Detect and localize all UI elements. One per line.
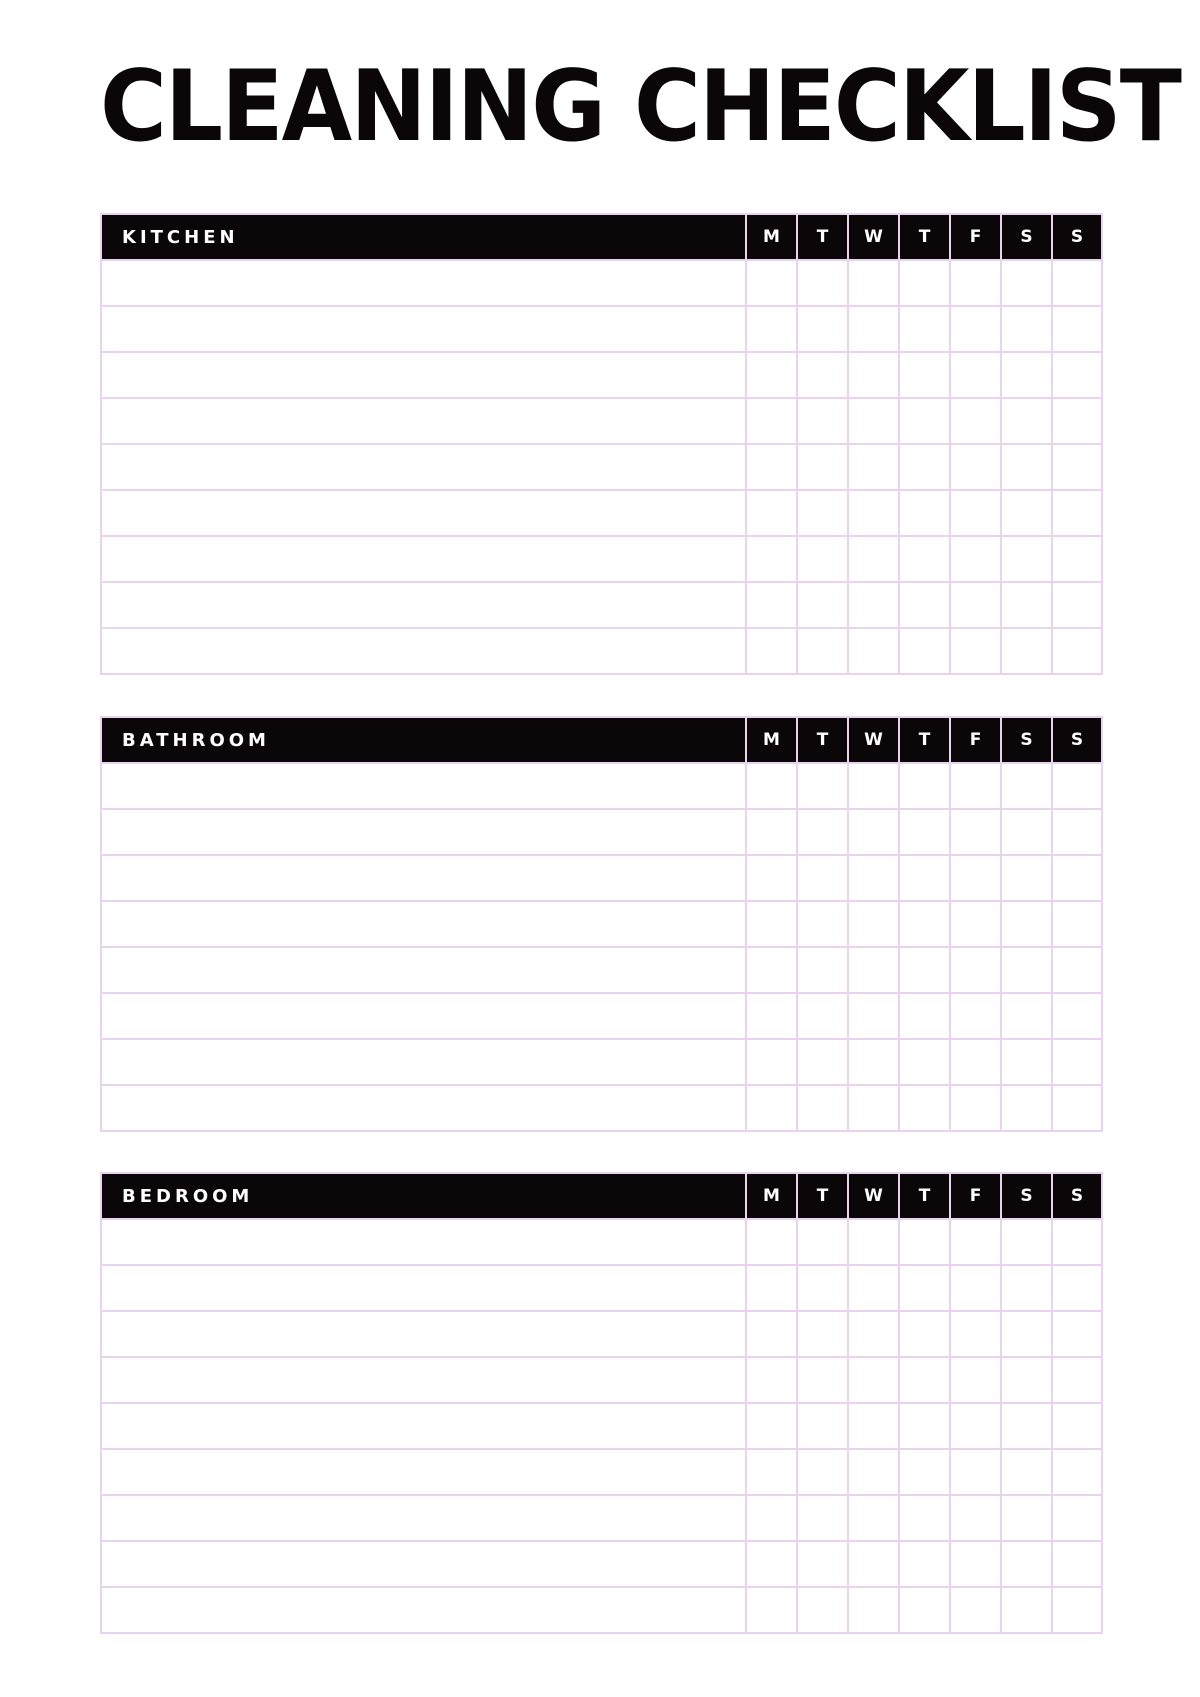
day-checkbox[interactable] <box>898 1086 949 1130</box>
task-row <box>102 808 1101 854</box>
task-field[interactable] <box>102 1220 745 1264</box>
task-field[interactable] <box>102 810 745 854</box>
task-row <box>102 535 1101 581</box>
task-row <box>102 946 1101 992</box>
day-checkbox[interactable] <box>1000 445 1051 489</box>
day-header: T <box>898 718 949 762</box>
day-header: F <box>949 1174 1000 1218</box>
task-field[interactable] <box>102 629 745 673</box>
task-field[interactable] <box>102 1266 745 1310</box>
day-checkbox[interactable] <box>796 353 847 397</box>
day-checkbox[interactable] <box>847 1358 898 1402</box>
task-field[interactable] <box>102 261 745 305</box>
day-checkbox[interactable] <box>949 994 1000 1038</box>
day-checkbox[interactable] <box>745 1312 796 1356</box>
day-header: M <box>745 718 796 762</box>
task-field[interactable] <box>102 353 745 397</box>
day-checkbox[interactable] <box>898 948 949 992</box>
day-checkbox[interactable] <box>745 629 796 673</box>
task-field[interactable] <box>102 445 745 489</box>
task-field[interactable] <box>102 1588 745 1632</box>
day-checkbox[interactable] <box>898 1266 949 1310</box>
day-checkbox[interactable] <box>1051 1450 1101 1494</box>
day-checkbox[interactable] <box>1000 1450 1051 1494</box>
day-checkbox[interactable] <box>1000 948 1051 992</box>
day-checkbox[interactable] <box>1051 1040 1101 1084</box>
day-checkbox[interactable] <box>796 810 847 854</box>
day-checkbox[interactable] <box>949 856 1000 900</box>
day-checkbox[interactable] <box>949 764 1000 808</box>
day-checkbox[interactable] <box>1051 583 1101 627</box>
day-checkbox[interactable] <box>1051 1266 1101 1310</box>
day-checkbox[interactable] <box>745 1404 796 1448</box>
day-checkbox[interactable] <box>1000 1404 1051 1448</box>
day-checkbox[interactable] <box>745 445 796 489</box>
day-checkbox[interactable] <box>898 1358 949 1402</box>
day-checkbox[interactable] <box>847 1404 898 1448</box>
day-checkbox[interactable] <box>1000 1588 1051 1632</box>
day-checkbox[interactable] <box>1051 856 1101 900</box>
day-checkbox[interactable] <box>1051 1404 1101 1448</box>
day-checkbox[interactable] <box>745 399 796 443</box>
day-checkbox[interactable] <box>1051 810 1101 854</box>
day-checkbox[interactable] <box>1051 537 1101 581</box>
day-checkbox[interactable] <box>745 1086 796 1130</box>
section-title: KITCHEN <box>102 215 745 259</box>
day-checkbox[interactable] <box>796 994 847 1038</box>
task-row <box>102 1310 1101 1356</box>
day-checkbox[interactable] <box>1051 445 1101 489</box>
day-checkbox[interactable] <box>898 353 949 397</box>
day-checkbox[interactable] <box>847 1496 898 1540</box>
day-checkbox[interactable] <box>898 1588 949 1632</box>
day-checkbox[interactable] <box>1051 764 1101 808</box>
day-header: W <box>847 215 898 259</box>
day-checkbox[interactable] <box>796 537 847 581</box>
day-checkbox[interactable] <box>847 902 898 946</box>
day-checkbox[interactable] <box>745 1358 796 1402</box>
day-checkbox[interactable] <box>898 399 949 443</box>
day-checkbox[interactable] <box>898 856 949 900</box>
day-checkbox[interactable] <box>796 1220 847 1264</box>
day-header: S <box>1000 718 1051 762</box>
day-header: F <box>949 215 1000 259</box>
day-checkbox[interactable] <box>949 1040 1000 1084</box>
day-checkbox[interactable] <box>1000 583 1051 627</box>
day-header: S <box>1051 1174 1101 1218</box>
day-header: W <box>847 718 898 762</box>
day-checkbox[interactable] <box>1051 1358 1101 1402</box>
day-checkbox[interactable] <box>898 994 949 1038</box>
day-checkbox[interactable] <box>847 307 898 351</box>
section-header <box>102 718 1101 762</box>
day-checkbox[interactable] <box>796 1312 847 1356</box>
task-row <box>102 1540 1101 1586</box>
task-field[interactable] <box>102 307 745 351</box>
task-row <box>102 397 1101 443</box>
task-field[interactable] <box>102 1404 745 1448</box>
day-checkbox[interactable] <box>796 1496 847 1540</box>
day-checkbox[interactable] <box>949 1542 1000 1586</box>
day-checkbox[interactable] <box>1051 902 1101 946</box>
task-field[interactable] <box>102 1358 745 1402</box>
day-checkbox[interactable] <box>1000 1086 1051 1130</box>
checklist-section-kitchen <box>100 213 1103 675</box>
day-checkbox[interactable] <box>1000 1358 1051 1402</box>
day-checkbox[interactable] <box>1051 1588 1101 1632</box>
day-checkbox[interactable] <box>949 948 1000 992</box>
day-checkbox[interactable] <box>796 764 847 808</box>
day-checkbox[interactable] <box>949 1588 1000 1632</box>
task-row <box>102 1402 1101 1448</box>
day-checkbox[interactable] <box>1000 902 1051 946</box>
task-field[interactable] <box>102 1496 745 1540</box>
day-checkbox[interactable] <box>898 1496 949 1540</box>
day-checkbox[interactable] <box>847 1312 898 1356</box>
day-checkbox[interactable] <box>1051 948 1101 992</box>
day-checkbox[interactable] <box>898 583 949 627</box>
day-checkbox[interactable] <box>1000 994 1051 1038</box>
task-field[interactable] <box>102 948 745 992</box>
day-checkbox[interactable] <box>1000 1312 1051 1356</box>
day-checkbox[interactable] <box>898 810 949 854</box>
day-checkbox[interactable] <box>1051 1086 1101 1130</box>
day-checkbox[interactable] <box>949 1220 1000 1264</box>
day-checkbox[interactable] <box>1051 1312 1101 1356</box>
day-checkbox[interactable] <box>898 1404 949 1448</box>
day-checkbox[interactable] <box>1051 1220 1101 1264</box>
day-header: T <box>898 215 949 259</box>
day-checkbox[interactable] <box>847 994 898 1038</box>
task-row <box>102 900 1101 946</box>
day-checkbox[interactable] <box>898 1450 949 1494</box>
day-checkbox[interactable] <box>949 1450 1000 1494</box>
day-checkbox[interactable] <box>1000 629 1051 673</box>
checklist-section-bathroom <box>100 716 1103 1132</box>
day-header: T <box>796 718 847 762</box>
day-checkbox[interactable] <box>847 948 898 992</box>
day-checkbox[interactable] <box>745 994 796 1038</box>
task-field[interactable] <box>102 1450 745 1494</box>
day-checkbox[interactable] <box>847 583 898 627</box>
day-checkbox[interactable] <box>1000 1266 1051 1310</box>
day-header: S <box>1000 215 1051 259</box>
day-checkbox[interactable] <box>1051 261 1101 305</box>
day-header: F <box>949 718 1000 762</box>
day-checkbox[interactable] <box>745 764 796 808</box>
day-checkbox[interactable] <box>745 902 796 946</box>
day-checkbox[interactable] <box>847 810 898 854</box>
day-checkbox[interactable] <box>949 902 1000 946</box>
task-field[interactable] <box>102 1542 745 1586</box>
day-checkbox[interactable] <box>1051 994 1101 1038</box>
day-checkbox[interactable] <box>847 537 898 581</box>
task-row <box>102 1356 1101 1402</box>
task-field[interactable] <box>102 1040 745 1084</box>
task-row <box>102 762 1101 808</box>
day-checkbox[interactable] <box>796 1450 847 1494</box>
day-checkbox[interactable] <box>1000 1496 1051 1540</box>
task-row <box>102 489 1101 535</box>
day-checkbox[interactable] <box>796 1266 847 1310</box>
day-checkbox[interactable] <box>898 491 949 535</box>
day-checkbox[interactable] <box>796 1542 847 1586</box>
day-checkbox[interactable] <box>847 1086 898 1130</box>
task-row <box>102 627 1101 673</box>
day-checkbox[interactable] <box>949 445 1000 489</box>
day-checkbox[interactable] <box>745 1220 796 1264</box>
day-checkbox[interactable] <box>949 810 1000 854</box>
page-title: CLEANING CHECKLIST <box>100 50 1181 164</box>
day-header: S <box>1000 1174 1051 1218</box>
task-row <box>102 1494 1101 1540</box>
day-checkbox[interactable] <box>1051 1496 1101 1540</box>
day-checkbox[interactable] <box>1000 1220 1051 1264</box>
day-checkbox[interactable] <box>847 856 898 900</box>
task-row <box>102 1448 1101 1494</box>
day-checkbox[interactable] <box>898 307 949 351</box>
day-checkbox[interactable] <box>745 1588 796 1632</box>
day-checkbox[interactable] <box>796 948 847 992</box>
day-header: M <box>745 1174 796 1218</box>
day-checkbox[interactable] <box>949 1312 1000 1356</box>
day-checkbox[interactable] <box>796 445 847 489</box>
day-checkbox[interactable] <box>1000 1040 1051 1084</box>
day-checkbox[interactable] <box>847 1450 898 1494</box>
day-checkbox[interactable] <box>1051 491 1101 535</box>
day-checkbox[interactable] <box>745 307 796 351</box>
checklist-section-bedroom <box>100 1172 1103 1634</box>
day-checkbox[interactable] <box>847 261 898 305</box>
day-checkbox[interactable] <box>847 764 898 808</box>
section-title: BATHROOM <box>102 718 745 762</box>
day-checkbox[interactable] <box>847 1220 898 1264</box>
day-checkbox[interactable] <box>949 1266 1000 1310</box>
task-row <box>102 581 1101 627</box>
day-checkbox[interactable] <box>949 537 1000 581</box>
task-row <box>102 443 1101 489</box>
task-row <box>102 1586 1101 1632</box>
day-header: S <box>1051 215 1101 259</box>
day-header: T <box>796 215 847 259</box>
day-checkbox[interactable] <box>745 537 796 581</box>
day-checkbox[interactable] <box>1000 261 1051 305</box>
day-header: M <box>745 215 796 259</box>
day-checkbox[interactable] <box>847 1040 898 1084</box>
day-checkbox[interactable] <box>1051 629 1101 673</box>
day-checkbox[interactable] <box>949 1086 1000 1130</box>
day-checkbox[interactable] <box>949 583 1000 627</box>
day-checkbox[interactable] <box>898 1220 949 1264</box>
day-checkbox[interactable] <box>796 491 847 535</box>
day-checkbox[interactable] <box>847 1542 898 1586</box>
day-checkbox[interactable] <box>1000 1542 1051 1586</box>
day-checkbox[interactable] <box>796 1404 847 1448</box>
day-checkbox[interactable] <box>898 902 949 946</box>
day-checkbox[interactable] <box>898 445 949 489</box>
day-checkbox[interactable] <box>1000 856 1051 900</box>
day-checkbox[interactable] <box>898 1542 949 1586</box>
day-checkbox[interactable] <box>898 764 949 808</box>
day-checkbox[interactable] <box>1000 353 1051 397</box>
day-checkbox[interactable] <box>796 1358 847 1402</box>
day-checkbox[interactable] <box>847 629 898 673</box>
day-checkbox[interactable] <box>949 307 1000 351</box>
day-checkbox[interactable] <box>1000 307 1051 351</box>
day-checkbox[interactable] <box>1051 1542 1101 1586</box>
day-checkbox[interactable] <box>745 1450 796 1494</box>
day-header: T <box>898 1174 949 1218</box>
day-checkbox[interactable] <box>1051 399 1101 443</box>
day-checkbox[interactable] <box>898 537 949 581</box>
day-checkbox[interactable] <box>745 353 796 397</box>
day-checkbox[interactable] <box>796 902 847 946</box>
task-field[interactable] <box>102 902 745 946</box>
day-checkbox[interactable] <box>847 1266 898 1310</box>
day-checkbox[interactable] <box>796 307 847 351</box>
day-header: T <box>796 1174 847 1218</box>
task-field[interactable] <box>102 1086 745 1130</box>
day-checkbox[interactable] <box>1000 810 1051 854</box>
task-field[interactable] <box>102 491 745 535</box>
day-checkbox[interactable] <box>847 1588 898 1632</box>
day-checkbox[interactable] <box>898 261 949 305</box>
day-checkbox[interactable] <box>796 1086 847 1130</box>
task-field[interactable] <box>102 994 745 1038</box>
day-checkbox[interactable] <box>745 583 796 627</box>
day-checkbox[interactable] <box>949 491 1000 535</box>
day-checkbox[interactable] <box>1051 353 1101 397</box>
day-checkbox[interactable] <box>847 445 898 489</box>
task-row <box>102 1038 1101 1084</box>
section-header <box>102 215 1101 259</box>
day-header: W <box>847 1174 898 1218</box>
day-checkbox[interactable] <box>898 629 949 673</box>
day-checkbox[interactable] <box>847 491 898 535</box>
task-row <box>102 351 1101 397</box>
section-title: BEDROOM <box>102 1174 745 1218</box>
day-checkbox[interactable] <box>745 1040 796 1084</box>
day-checkbox[interactable] <box>745 491 796 535</box>
day-checkbox[interactable] <box>847 353 898 397</box>
task-row <box>102 854 1101 900</box>
task-field[interactable] <box>102 1312 745 1356</box>
day-checkbox[interactable] <box>1000 537 1051 581</box>
task-row <box>102 305 1101 351</box>
day-checkbox[interactable] <box>847 399 898 443</box>
day-checkbox[interactable] <box>796 629 847 673</box>
day-checkbox[interactable] <box>949 1404 1000 1448</box>
day-checkbox[interactable] <box>745 810 796 854</box>
task-field[interactable] <box>102 537 745 581</box>
day-checkbox[interactable] <box>745 1542 796 1586</box>
task-field[interactable] <box>102 856 745 900</box>
day-checkbox[interactable] <box>1000 491 1051 535</box>
day-checkbox[interactable] <box>949 1496 1000 1540</box>
day-checkbox[interactable] <box>949 261 1000 305</box>
day-checkbox[interactable] <box>796 856 847 900</box>
day-checkbox[interactable] <box>796 261 847 305</box>
day-header: S <box>1051 718 1101 762</box>
day-checkbox[interactable] <box>796 1040 847 1084</box>
day-checkbox[interactable] <box>1051 307 1101 351</box>
day-checkbox[interactable] <box>949 1358 1000 1402</box>
task-row <box>102 1084 1101 1130</box>
day-checkbox[interactable] <box>1000 399 1051 443</box>
task-row <box>102 259 1101 305</box>
task-field[interactable] <box>102 399 745 443</box>
day-checkbox[interactable] <box>949 353 1000 397</box>
task-row <box>102 992 1101 1038</box>
day-checkbox[interactable] <box>745 948 796 992</box>
day-checkbox[interactable] <box>745 261 796 305</box>
day-checkbox[interactable] <box>796 583 847 627</box>
task-row <box>102 1218 1101 1264</box>
day-checkbox[interactable] <box>898 1312 949 1356</box>
task-field[interactable] <box>102 583 745 627</box>
day-checkbox[interactable] <box>745 1266 796 1310</box>
day-checkbox[interactable] <box>745 856 796 900</box>
task-field[interactable] <box>102 764 745 808</box>
day-checkbox[interactable] <box>796 399 847 443</box>
task-row <box>102 1264 1101 1310</box>
day-checkbox[interactable] <box>949 399 1000 443</box>
day-checkbox[interactable] <box>796 1588 847 1632</box>
day-checkbox[interactable] <box>1000 764 1051 808</box>
day-checkbox[interactable] <box>949 629 1000 673</box>
section-header <box>102 1174 1101 1218</box>
day-checkbox[interactable] <box>898 1040 949 1084</box>
day-checkbox[interactable] <box>745 1496 796 1540</box>
